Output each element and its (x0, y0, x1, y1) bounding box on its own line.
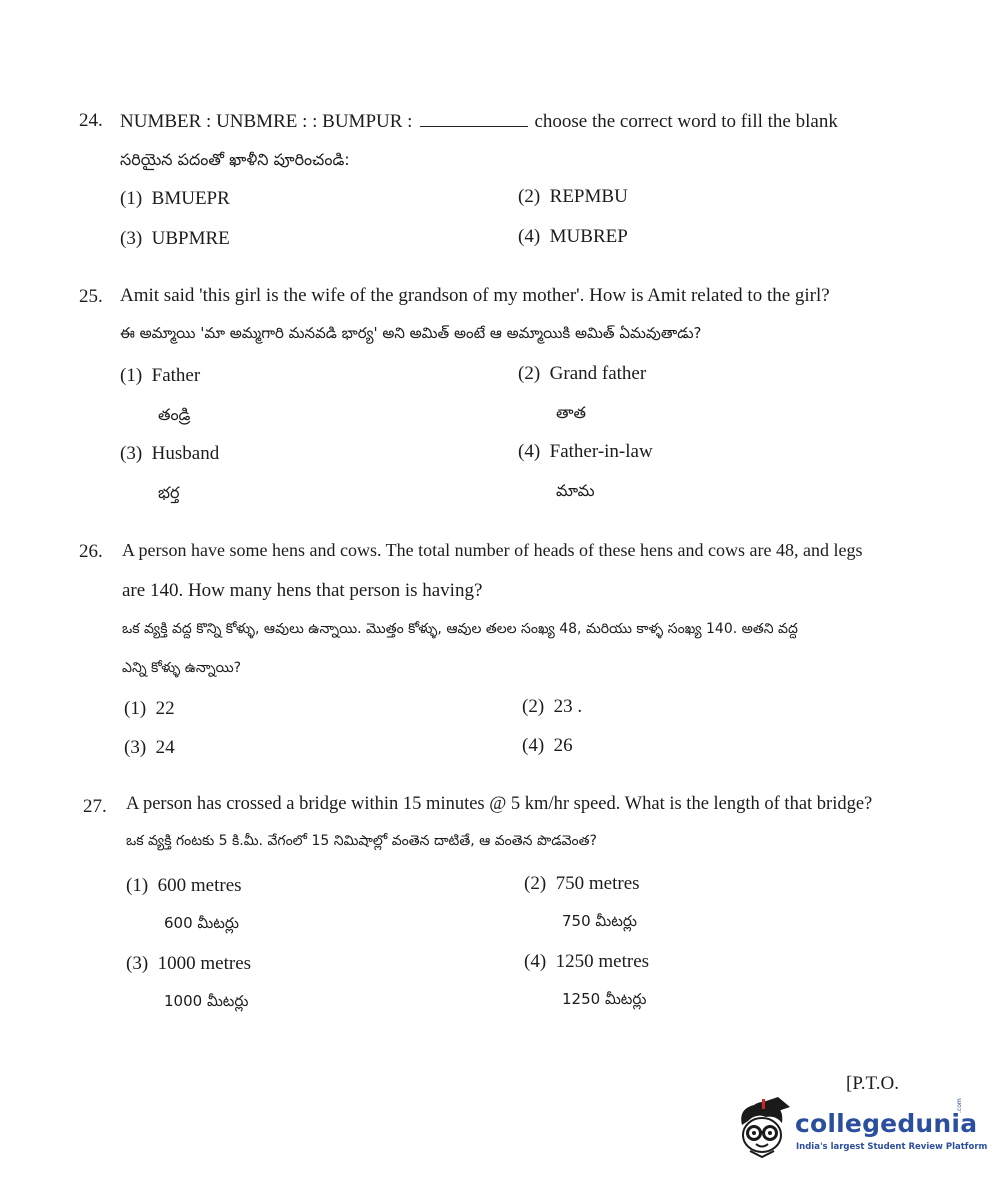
option-number: (3) (120, 228, 143, 249)
option-number: (4) (524, 951, 547, 972)
mascot-icon (732, 1095, 794, 1165)
option-number: (1) (126, 875, 149, 896)
question-26-option-1 (124, 698, 175, 720)
option-number: (4) (518, 226, 541, 247)
question-25-number: 25. (79, 286, 103, 307)
option-text: 600 metres (157, 875, 242, 896)
option-text: REPMBU (549, 186, 628, 207)
option-number: (2) (522, 696, 545, 717)
question-26-text-line-2: are 140. How many hens that person is having? (122, 580, 483, 601)
option-number: (2) (518, 363, 541, 384)
option-text: Father-in-law (549, 441, 653, 462)
option-text: 24 (155, 737, 175, 758)
option-text: 1000 metres (157, 953, 252, 974)
question-26-number: 26. (79, 541, 103, 562)
question-27-number: 27. (83, 796, 107, 817)
option-text: 26 (553, 735, 573, 756)
question-24-option-2 (518, 186, 628, 208)
option-text: 22 (155, 698, 175, 719)
option-number: (2) (518, 186, 541, 207)
question-26-telugu-line-2: ఎన్ని కోళ్ళు ఉన్నాయి? (122, 660, 242, 676)
option-number: (3) (126, 953, 149, 974)
question-25-option-2-telugu: తాత (556, 403, 586, 422)
option-text: 750 metres (555, 873, 640, 894)
option-text: 23 . (553, 696, 583, 717)
question-26-option-3 (124, 737, 175, 759)
question-25-option-1 (120, 365, 200, 387)
question-27-option-3-telugu: 1000 మీటర్లు (164, 992, 249, 1010)
collegedunia-logo (732, 1095, 988, 1165)
question-25-option-3 (120, 443, 219, 465)
question-26-text-line-1: A person have some hens and cows. The total number of heads of these hens and cows are 48, and legs (122, 540, 863, 560)
question-25-option-3-telugu: భర్త (158, 483, 180, 502)
question-25-text: Amit said 'this girl is the wife of the grandson of my mother'. How is Amit related to the girl? (120, 285, 830, 306)
option-number: (1) (120, 188, 143, 209)
option-number: (4) (522, 735, 545, 756)
option-number: (2) (524, 873, 547, 894)
option-text: MUBREP (549, 226, 628, 247)
option-text: Father (151, 365, 201, 386)
question-27-option-1 (126, 875, 242, 897)
question-25-option-2 (518, 363, 646, 385)
question-27-option-2 (524, 873, 640, 895)
question-24-blank (420, 110, 528, 127)
pto-label: [P.T.O. (846, 1073, 899, 1094)
question-25-option-4 (518, 441, 653, 463)
logo-wordmark: collegedunia (795, 1109, 978, 1138)
question-26-option-2 (522, 696, 582, 718)
question-27-text: A person has crossed a bridge within 15 minutes @ 5 km/hr speed. What is the length of that bridge? (126, 794, 873, 814)
question-24-number: 24. (79, 110, 103, 131)
question-26-option-4 (522, 735, 573, 757)
option-number: (3) (120, 443, 143, 464)
question-27-option-3 (126, 953, 251, 975)
option-text: Grand father (549, 363, 647, 384)
question-24-analogy: NUMBER : UNBMRE : : BUMPUR : (120, 111, 413, 132)
option-text: UBPMRE (151, 228, 230, 249)
question-25-telugu: ఈ అమ్మాయి 'మా అమ్మగారి మనవడి భార్య' అని అమిత్ అంటే ఆ అమ్మాయికి అమిత్ ఏమవుతాడు? (120, 324, 702, 342)
question-27-option-4 (524, 951, 649, 973)
option-number: (4) (518, 441, 541, 462)
question-24-text (120, 110, 838, 133)
question-26-telugu-line-1: ఒక వ్యక్తి వద్ద కొన్ని కోళ్ళు, ఆవులు ఉన్నాయి. మొత్తం కోళ్ళు, ఆవుల తలల సంఖ్య 48, మరియు కాళ్ళ సంఖ్య 140. అతని వద్ద (122, 621, 798, 637)
question-24-option-4 (518, 226, 628, 248)
question-27-telugu: ఒక వ్యక్తి గంటకు 5 కి.మీ. వేగంలో 15 నిమిషాల్లో వంతెన దాటితే, ఆ వంతెన పొడవెంత? (126, 833, 597, 849)
option-text: 1250 metres (555, 951, 650, 972)
option-text: Husband (151, 443, 220, 464)
question-27-option-4-telugu: 1250 మీటర్లు (562, 990, 647, 1008)
logo-com: .com (956, 1098, 963, 1113)
question-25-option-1-telugu: తండ్రి (158, 405, 191, 424)
option-number: (3) (124, 737, 147, 758)
question-24-option-1 (120, 188, 230, 210)
question-27-option-2-telugu: 750 మీటర్లు (562, 912, 637, 930)
option-text: BMUEPR (151, 188, 230, 209)
question-24-option-3 (120, 228, 230, 250)
question-25-option-4-telugu: మామ (556, 481, 595, 500)
option-number: (1) (120, 365, 143, 386)
option-number: (1) (124, 698, 147, 719)
question-24-telugu: సరియైన పదంతో ఖాళీని పూరించండి: (120, 150, 350, 169)
logo-tagline: India's largest Student Review Platform (796, 1142, 988, 1152)
question-24-instruction: choose the correct word to fill the blank (534, 111, 838, 132)
question-27-option-1-telugu: 600 మీటర్లు (164, 914, 239, 932)
